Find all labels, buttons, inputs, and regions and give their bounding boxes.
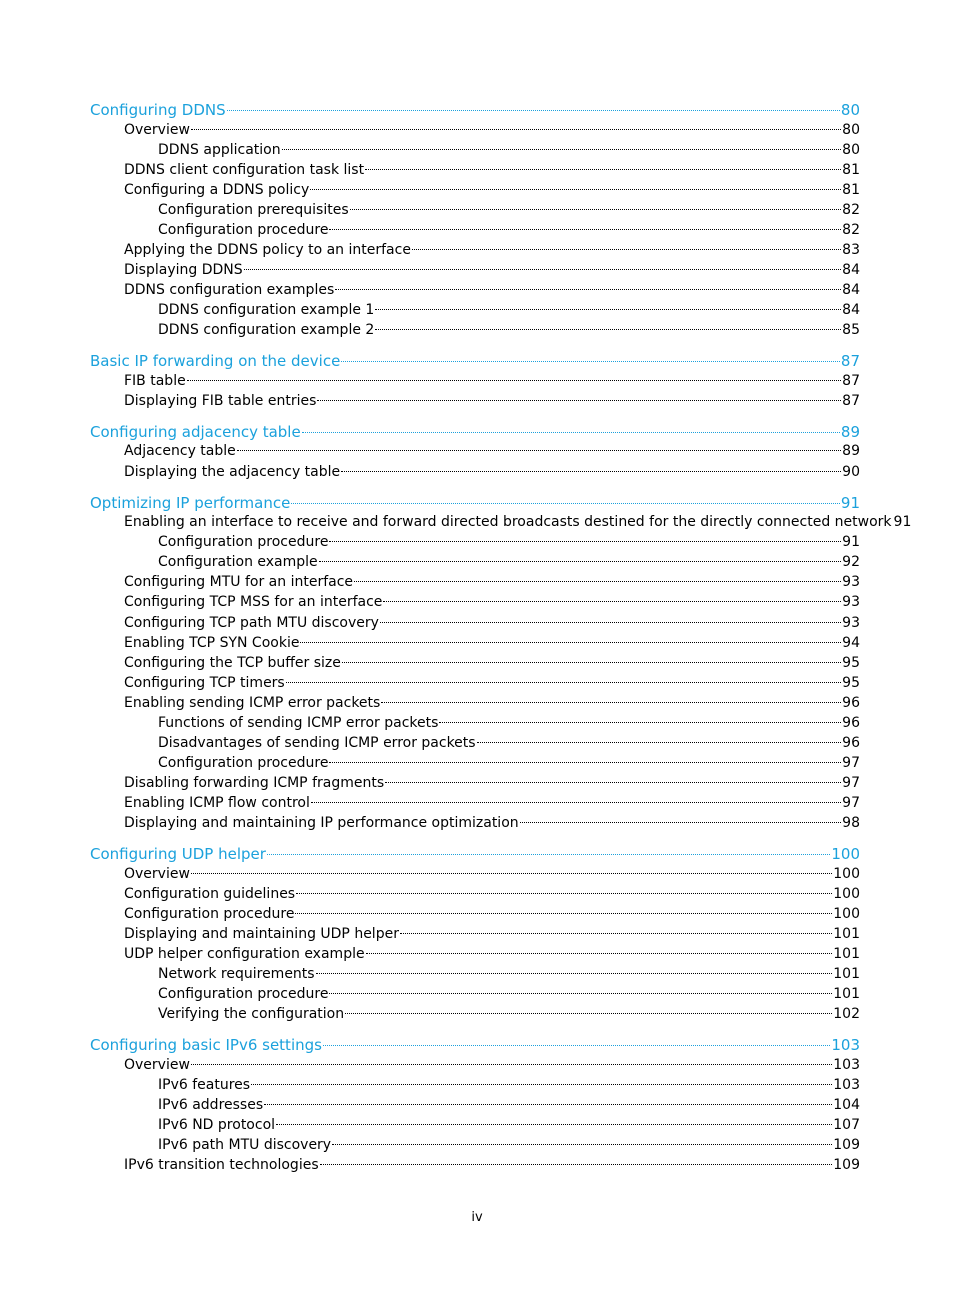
toc-section-link[interactable] [124,443,860,459]
dot-leader [237,449,841,451]
toc-section-link[interactable] [158,1117,860,1133]
toc-entry-title: Disadvantages of sending ICMP error packets [158,735,476,751]
toc-page-number: 93 [842,615,860,631]
toc-entry-title: FIB table [124,373,186,389]
dot-leader [342,661,841,663]
toc-entry-title: Configuration procedure [158,222,329,238]
toc-entry-title: DDNS configuration example 2 [158,322,375,338]
dot-leader [286,681,841,683]
toc-chapter-link[interactable] [90,845,860,863]
toc-page-number: 95 [842,675,860,691]
toc-section-link[interactable] [124,373,860,389]
dot-leader [191,1063,832,1065]
toc-section-link[interactable] [124,242,860,258]
dot-leader [365,168,841,170]
toc-page-number: 90 [842,464,860,480]
toc-entry-title: Configuration example [158,554,318,570]
toc-page-number: 91 [842,534,860,550]
toc-entry-title: Enabling TCP SYN Cookie [124,635,300,651]
dot-leader [282,148,842,150]
toc-section-link[interactable] [124,655,860,671]
page-number: iv [471,1210,483,1225]
toc-section-link[interactable] [158,755,860,771]
toc-entry-title: Disabling forwarding ICMP fragments [124,775,385,791]
toc-page-number: 81 [842,162,860,178]
toc-row [0,715,954,735]
toc-row [0,373,954,393]
toc-page-number: 96 [842,715,860,731]
toc-row [0,393,954,413]
dot-leader [227,109,840,111]
dot-leader [276,1123,832,1125]
toc-page-number: 87 [842,373,860,389]
dot-leader [302,431,840,433]
toc-entry-title: Configuring TCP path MTU discovery [124,615,379,631]
toc-section-link[interactable] [124,946,860,962]
dot-leader [520,821,842,823]
toc-row [0,926,954,946]
dot-leader [412,248,841,250]
toc-row [0,322,954,342]
toc-page-number: 101 [833,926,860,942]
dot-leader [380,621,841,623]
dot-leader [477,741,842,743]
toc-entry-title: Configuration procedure [158,986,329,1002]
toc-entry-title: Displaying and maintaining UDP helper [124,926,399,942]
toc-entry-title: Enabling an interface to receive and forward directed broadcasts destined for the directly connected network [124,514,892,530]
toc-section-link[interactable] [124,675,860,691]
toc-entry-title: Verifying the configuration [158,1006,345,1022]
toc-entry-title: DDNS application [158,142,281,158]
toc-section-link[interactable] [158,966,860,982]
toc-entry-title: Configuring MTU for an interface [124,574,354,590]
toc-entry-title: IPv6 transition technologies [124,1157,319,1173]
toc-section-link[interactable] [124,594,860,610]
dot-leader [311,801,841,803]
toc-section-link[interactable] [158,735,860,751]
toc-entry-title: Configuring DDNS [90,101,226,119]
toc-row [0,242,954,262]
dot-leader [267,853,830,855]
toc-page-number: 82 [842,202,860,218]
toc-row [0,282,954,302]
toc-row [0,594,954,614]
toc-row [0,423,954,443]
toc-section-link[interactable] [158,986,860,1002]
toc-row [0,966,954,986]
toc-row [0,1097,954,1117]
toc-page-number: 81 [842,182,860,198]
toc-entry-title: Overview [124,1057,190,1073]
toc-row [0,615,954,635]
toc-page-number: 84 [842,282,860,298]
toc-entry-title: Displaying the adjacency table [124,464,341,480]
dot-leader [350,208,842,210]
toc-page-number: 101 [833,966,860,982]
toc-row [0,886,954,906]
toc-page-number: 101 [833,986,860,1002]
toc-section-link[interactable] [124,182,860,198]
toc-row [0,574,954,594]
dot-leader [375,308,841,310]
toc-entry-title: Displaying FIB table entries [124,393,317,409]
toc-page-number: 96 [842,695,860,711]
toc-row [0,494,954,514]
dot-leader [323,1044,830,1046]
dot-leader [332,1143,832,1145]
toc-entry-title: IPv6 path MTU discovery [158,1137,332,1153]
toc-section-link[interactable] [124,1157,860,1173]
toc-row [0,735,954,755]
toc-entry-title: IPv6 addresses [158,1097,264,1113]
toc-section-link[interactable] [124,393,860,409]
toc-section-link[interactable] [124,795,860,811]
toc-section-link[interactable] [124,886,860,902]
dot-leader [385,781,841,783]
toc-entry-title: Configuration guidelines [124,886,296,902]
dot-leader [354,580,841,582]
toc-row [0,464,954,484]
toc-section-link[interactable] [158,534,860,550]
toc-entry-title: Configuring a DDNS policy [124,182,310,198]
toc-section-link[interactable] [158,1097,860,1113]
dot-leader [300,641,841,643]
toc-entry-title: Applying the DDNS policy to an interface [124,242,411,258]
toc-row [0,142,954,162]
dot-leader [187,379,841,381]
toc-page-number: 98 [842,815,860,831]
toc-entry-title: Configuration procedure [158,534,329,550]
toc-section-link[interactable] [158,554,860,570]
toc-row [0,906,954,926]
toc-entry-title: DDNS configuration example 1 [158,302,375,318]
toc-entry-title: Optimizing IP performance [90,494,291,512]
toc-page-number: 101 [833,946,860,962]
toc-page-number: 97 [842,755,860,771]
toc-page-number: 93 [842,574,860,590]
toc-section-link[interactable] [124,906,860,922]
dot-leader [335,288,841,290]
toc-entry-title: Displaying DDNS [124,262,243,278]
toc-page-number: 89 [842,443,860,459]
toc-section-link[interactable] [124,635,860,651]
toc-page-number: 91 [893,514,912,530]
toc-section-link[interactable] [158,202,860,218]
toc-entry-title: Configuration procedure [124,906,295,922]
toc-section-link[interactable] [158,222,860,238]
toc-entry-title: Configuration procedure [158,755,329,771]
dot-leader [381,701,841,703]
dot-leader [375,328,841,330]
toc-row [0,1077,954,1097]
toc-entry-title: IPv6 features [158,1077,251,1093]
toc-row [0,815,954,835]
toc-page-number: 96 [842,735,860,751]
toc-entry-title: Network requirements [158,966,315,982]
dot-leader [264,1103,832,1105]
toc-page-number: 95 [842,655,860,671]
toc-chapter-link[interactable] [90,1036,860,1054]
toc-page-number: 94 [842,635,860,651]
toc-section-link[interactable] [124,122,860,138]
toc-section-link[interactable] [124,514,912,530]
toc-row [0,755,954,775]
toc-page-number: 104 [833,1097,860,1113]
toc-row [0,101,954,121]
dot-leader [295,912,832,914]
toc-section-link[interactable] [158,322,860,338]
toc-section-link[interactable] [124,926,860,942]
toc-page-number: 87 [842,393,860,409]
toc-section-link[interactable] [158,1006,860,1022]
toc-section-link[interactable] [124,695,860,711]
dot-leader [366,952,833,954]
toc-section-link[interactable] [124,282,860,298]
toc-page-number: 102 [833,1006,860,1022]
toc-entry-title: UDP helper configuration example [124,946,365,962]
dot-leader [383,600,841,602]
toc-row [0,695,954,715]
dot-leader [439,721,841,723]
dot-leader [400,932,832,934]
toc-entry-title: Basic IP forwarding on the device [90,352,341,370]
toc-page-number: 89 [840,423,860,441]
toc-page-number: 87 [840,352,860,370]
toc-page-number: 100 [833,886,860,902]
toc-row [0,635,954,655]
toc-section-link[interactable] [158,1077,860,1093]
toc-entry-title: Overview [124,122,190,138]
dot-leader [251,1083,832,1085]
dot-leader [341,360,840,362]
toc-page-number: 93 [842,594,860,610]
toc-row [0,845,954,865]
toc-page-number: 100 [833,906,860,922]
toc-entry-title: Configuring TCP MSS for an interface [124,594,383,610]
toc-page-number: 109 [833,1157,860,1173]
toc-row [0,775,954,795]
dot-leader [244,268,842,270]
toc-entry-title: Configuring basic IPv6 settings [90,1036,322,1054]
toc-page-number: 92 [842,554,860,570]
toc-page-number: 100 [833,866,860,882]
dot-leader [191,128,841,130]
toc-section-link[interactable] [158,302,860,318]
toc-row [0,1057,954,1077]
toc-page-number: 80 [842,122,860,138]
toc-chapter-link[interactable] [90,423,860,441]
toc-entry-title: IPv6 ND protocol [158,1117,276,1133]
toc-page-number: 103 [833,1057,860,1073]
toc-section-link[interactable] [124,775,860,791]
toc-row [0,182,954,202]
toc-chapter-link[interactable] [90,352,860,370]
toc-page-number: 97 [842,795,860,811]
toc-row [0,1036,954,1056]
toc-page-number: 83 [842,242,860,258]
toc-row [0,534,954,554]
toc-chapter-link[interactable] [90,494,860,512]
toc-page-number: 103 [831,1036,860,1054]
toc-section-link[interactable] [124,1057,860,1073]
dot-leader [316,972,833,974]
toc-chapter-link[interactable] [90,101,860,119]
toc-section-link[interactable] [158,142,860,158]
toc-page-number: 84 [842,302,860,318]
toc-row [0,302,954,322]
toc-page-number: 97 [842,775,860,791]
dot-leader [191,872,832,874]
toc-row [0,554,954,574]
toc-row [0,222,954,242]
toc-page-number: 91 [840,494,860,512]
toc-entry-title: Configuring adjacency table [90,423,301,441]
toc-entry-title: Overview [124,866,190,882]
toc-page-number: 82 [842,222,860,238]
toc-entry-title: Adjacency table [124,443,236,459]
toc-section-link[interactable] [124,574,860,590]
toc-section-link[interactable] [124,162,860,178]
dot-leader [320,1163,833,1165]
toc-row [0,202,954,222]
dot-leader [329,992,832,994]
toc-section-link[interactable] [124,262,860,278]
toc-entry-title: Enabling ICMP flow control [124,795,310,811]
toc-row [0,655,954,675]
toc-section-link[interactable] [124,464,860,480]
toc-row [0,514,954,534]
toc-entry-title: Displaying and maintaining IP performance optimization [124,815,519,831]
toc-row [0,162,954,182]
toc-row [0,795,954,815]
toc-entry-title: DDNS configuration examples [124,282,335,298]
toc-section-link[interactable] [158,1137,860,1153]
toc-row [0,1006,954,1026]
toc-page-number: 85 [842,322,860,338]
toc-row [0,1117,954,1137]
toc-section-link[interactable] [124,815,860,831]
toc-row [0,1137,954,1157]
toc-row [0,1157,954,1177]
dot-leader [329,228,841,230]
toc-entry-title: Configuring UDP helper [90,845,266,863]
toc-entry-title: Configuring TCP timers [124,675,285,691]
toc-section-link[interactable] [124,866,860,882]
toc-page-number: 80 [842,142,860,158]
toc-page-number: 100 [831,845,860,863]
toc-row [0,262,954,282]
dot-leader [329,761,841,763]
toc-entry-title: DDNS client configuration task list [124,162,365,178]
toc-entry-title: Enabling sending ICMP error packets [124,695,381,711]
dot-leader [296,892,832,894]
toc-entry-title: Configuration prerequisites [158,202,349,218]
dot-leader [345,1012,832,1014]
toc-row [0,866,954,886]
toc-section-link[interactable] [158,715,860,731]
toc-entry-title: Configuring the TCP buffer size [124,655,341,671]
toc-page-number: 109 [833,1137,860,1153]
toc-row [0,122,954,142]
toc-page-number: 107 [833,1117,860,1133]
toc-entry-title: Functions of sending ICMP error packets [158,715,439,731]
toc-page-number: 80 [840,101,860,119]
dot-leader [329,540,841,542]
toc-page-number: 84 [842,262,860,278]
toc-page-number: 103 [833,1077,860,1093]
dot-leader [341,470,841,472]
toc-section-link[interactable] [124,615,860,631]
toc-row [0,946,954,966]
dot-leader [310,188,841,190]
toc-row [0,443,954,463]
dot-leader [317,399,841,401]
dot-leader [291,502,840,504]
toc-row [0,986,954,1006]
dot-leader [319,560,842,562]
toc-row [0,675,954,695]
toc-row [0,352,954,372]
